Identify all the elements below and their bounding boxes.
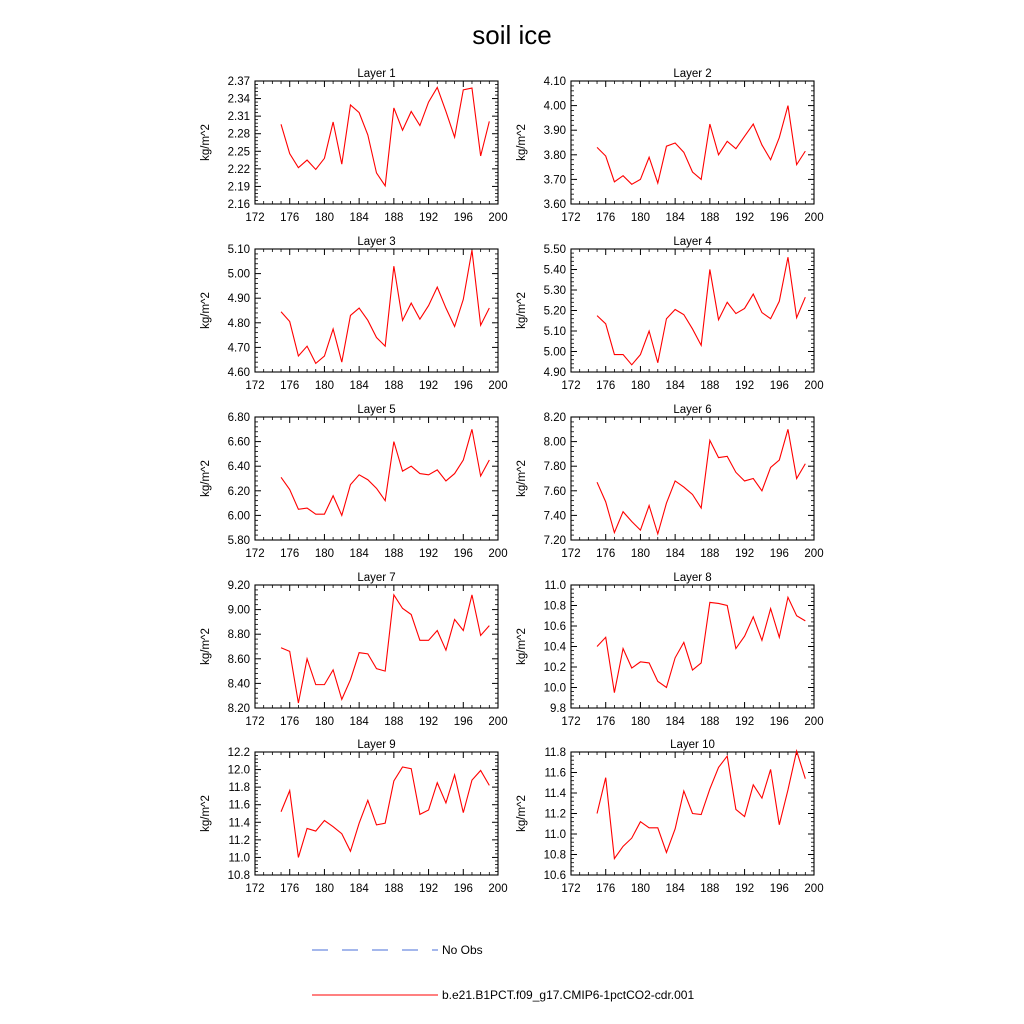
chart-panel-2 [516,68,824,224]
x-tick-label: 176 [596,716,616,728]
y-tick-label: 11.6 [228,799,250,812]
y-axis-label: kg/m^2 [516,628,528,665]
panel-title: Layer 10 [670,739,715,751]
series-line-1 [597,257,805,365]
x-tick-label: 196 [453,548,473,560]
y-tick-label: 4.60 [227,367,250,379]
legend [312,943,694,1002]
plot-frame [255,249,498,372]
x-tick-label: 192 [734,380,755,392]
x-tick-label: 184 [665,716,685,728]
x-tick-label: 188 [700,548,720,560]
legend-label-1: No Obs [442,943,483,957]
x-tick-label: 192 [734,716,755,728]
y-tick-label: 12.0 [227,764,250,777]
figure-title: soil ice [472,20,552,50]
x-tick-label: 180 [314,548,335,560]
y-tick-label: 7.60 [543,485,566,498]
y-tick-label: 2.25 [227,146,250,159]
x-tick-label: 172 [561,548,581,560]
y-tick-label: 6.80 [227,412,250,424]
y-tick-label: 8.80 [227,629,250,642]
x-tick-label: 192 [418,716,439,728]
x-tick-label: 200 [804,212,824,224]
x-tick-label: 184 [665,548,685,560]
x-tick-label: 176 [280,380,300,392]
x-tick-label: 200 [488,380,508,392]
x-tick-label: 196 [769,212,789,224]
panel-title: Layer 2 [673,68,712,80]
y-tick-label: 11.8 [544,747,566,759]
y-tick-label: 4.90 [227,293,250,306]
x-tick-label: 180 [314,716,335,728]
y-tick-label: 7.40 [543,510,566,523]
y-axis-label: kg/m^2 [516,292,528,329]
x-tick-label: 192 [418,212,439,224]
y-tick-label: 11.4 [228,817,250,830]
y-axis-label: kg/m^2 [516,795,528,832]
x-tick-label: 188 [700,212,720,224]
plot-frame [571,417,814,540]
plot-frame [255,585,498,708]
x-tick-label: 200 [804,883,824,895]
y-tick-label: 8.60 [227,653,250,666]
panels-group [200,68,824,895]
chart-panel-1 [200,68,508,224]
y-tick-label: 9.8 [550,703,566,715]
x-tick-label: 180 [630,212,651,224]
x-tick-label: 184 [665,380,685,392]
y-axis-label: kg/m^2 [200,292,212,329]
x-tick-label: 180 [630,716,651,728]
y-tick-label: 5.10 [227,244,250,256]
y-tick-label: 10.0 [543,682,566,695]
x-tick-label: 180 [314,212,335,224]
y-tick-label: 10.4 [543,641,566,654]
x-tick-label: 200 [488,212,508,224]
y-tick-label: 6.60 [227,436,250,449]
x-tick-label: 188 [700,716,720,728]
x-tick-label: 172 [245,380,265,392]
y-tick-label: 11.2 [544,808,566,821]
series-line-1 [281,250,489,363]
x-tick-label: 172 [245,716,265,728]
y-tick-label: 9.00 [227,604,250,617]
x-tick-label: 200 [804,548,824,560]
y-tick-label: 10.8 [543,600,566,613]
y-tick-label: 10.6 [543,621,566,633]
y-tick-label: 3.90 [543,125,566,138]
y-axis-label: kg/m^2 [516,460,528,497]
y-tick-label: 10.8 [227,870,250,882]
y-tick-label: 11.0 [544,580,566,592]
chart-panel-6 [516,404,824,560]
x-tick-label: 180 [630,548,651,560]
series-line-1 [597,429,805,534]
y-axis-label: kg/m^2 [200,628,212,665]
x-tick-label: 172 [561,380,581,392]
x-tick-label: 188 [700,380,720,392]
series-line-1 [597,751,805,859]
y-tick-label: 6.20 [227,485,250,498]
x-tick-label: 196 [453,883,473,895]
y-tick-label: 2.37 [227,76,250,88]
y-tick-label: 4.70 [227,342,250,355]
x-tick-label: 188 [700,883,720,895]
y-tick-label: 3.70 [543,174,566,187]
y-tick-label: 3.80 [543,149,566,162]
y-tick-label: 7.20 [543,535,566,547]
x-tick-label: 196 [769,380,789,392]
y-tick-label: 11.6 [544,767,566,780]
x-tick-label: 192 [418,883,439,895]
x-tick-label: 188 [384,212,404,224]
x-tick-label: 176 [596,380,616,392]
y-tick-label: 2.19 [227,181,250,194]
x-tick-label: 184 [349,380,369,392]
y-tick-label: 5.20 [543,305,566,318]
y-tick-label: 8.00 [543,436,566,449]
chart-panel-4 [516,236,824,392]
y-tick-label: 5.40 [543,264,566,277]
panel-title: Layer 6 [673,404,712,416]
y-tick-label: 8.20 [543,412,566,424]
y-tick-label: 11.2 [228,834,250,847]
y-tick-label: 6.40 [227,461,250,474]
x-tick-label: 176 [596,548,616,560]
x-tick-label: 200 [488,716,508,728]
y-tick-label: 9.20 [227,580,250,592]
y-tick-label: 11.4 [544,788,566,800]
y-tick-label: 7.80 [543,461,566,474]
x-tick-label: 192 [418,548,439,560]
panel-title: Layer 7 [357,572,396,584]
panel-title: Layer 8 [673,572,712,584]
x-tick-label: 184 [665,883,685,895]
x-tick-label: 200 [804,716,824,728]
x-tick-label: 188 [384,548,404,560]
x-tick-label: 184 [349,212,369,224]
y-tick-label: 12.2 [227,747,250,759]
panel-title: Layer 9 [357,739,396,751]
x-tick-label: 184 [349,883,369,895]
x-tick-label: 172 [245,883,265,895]
x-tick-label: 180 [314,883,335,895]
chart-panel-8 [516,572,824,728]
y-tick-label: 2.16 [227,199,250,211]
y-tick-label: 5.00 [227,268,250,281]
chart-panel-9 [200,739,508,895]
series-line-1 [597,106,805,185]
plot-frame [571,249,814,372]
chart-panel-3 [200,236,508,392]
y-tick-label: 10.8 [543,849,566,862]
y-tick-label: 11.0 [228,852,250,865]
y-tick-label: 5.10 [543,326,566,338]
x-tick-label: 196 [453,380,473,392]
x-tick-label: 200 [488,883,508,895]
x-tick-label: 176 [596,883,616,895]
x-tick-label: 188 [384,380,404,392]
x-tick-label: 184 [349,548,369,560]
x-tick-label: 172 [245,212,265,224]
y-tick-label: 4.90 [543,367,566,379]
x-tick-label: 172 [561,212,581,224]
y-axis-label: kg/m^2 [200,795,212,832]
y-tick-label: 2.34 [227,93,250,106]
x-tick-label: 192 [734,212,755,224]
y-tick-label: 11.8 [228,782,250,795]
x-tick-label: 184 [349,716,369,728]
x-tick-label: 180 [314,380,335,392]
chart-panel-10 [516,739,824,895]
y-tick-label: 8.20 [227,703,250,715]
y-axis-label: kg/m^2 [200,124,212,161]
x-tick-label: 184 [665,212,685,224]
y-tick-label: 5.50 [543,244,566,256]
x-tick-label: 176 [280,548,300,560]
y-tick-label: 6.00 [227,510,250,523]
x-tick-label: 196 [769,883,789,895]
x-tick-label: 196 [453,212,473,224]
x-tick-label: 200 [488,548,508,560]
x-tick-label: 176 [280,883,300,895]
x-tick-label: 192 [734,548,755,560]
x-tick-label: 180 [630,380,651,392]
x-tick-label: 196 [769,548,789,560]
panel-title: Layer 4 [673,236,712,248]
series-line-1 [281,595,489,703]
y-tick-label: 4.10 [543,76,566,88]
x-tick-label: 172 [561,716,581,728]
panel-title: Layer 5 [357,404,396,416]
y-tick-label: 3.60 [543,199,566,211]
y-tick-label: 4.80 [227,317,250,330]
y-tick-label: 5.00 [543,346,566,359]
x-tick-label: 176 [596,212,616,224]
legend-label-2: b.e21.B1PCT.f09_g17.CMIP6-1pctCO2-cdr.001 [442,988,695,1002]
y-axis-label: kg/m^2 [200,460,212,497]
series-line-1 [597,597,805,692]
y-axis-label: kg/m^2 [516,124,528,161]
plot-frame [255,417,498,540]
y-tick-label: 10.6 [543,870,566,882]
x-tick-label: 196 [453,716,473,728]
plot-frame [255,752,498,875]
chart-panel-7 [200,572,508,728]
panel-title: Layer 3 [357,236,396,248]
x-tick-label: 188 [384,716,404,728]
y-tick-label: 2.22 [227,163,250,176]
panel-title: Layer 1 [357,68,396,80]
y-tick-label: 10.2 [543,662,566,674]
x-tick-label: 172 [561,883,581,895]
y-tick-label: 5.30 [543,285,566,297]
x-tick-label: 176 [280,716,300,728]
series-line-1 [281,767,489,857]
x-tick-label: 200 [804,380,824,392]
chart-panel-5 [200,404,508,560]
x-tick-label: 176 [280,212,300,224]
y-tick-label: 8.40 [227,678,250,691]
y-tick-label: 5.80 [227,535,250,547]
series-line-1 [281,87,489,185]
y-tick-label: 4.00 [543,100,566,113]
x-tick-label: 192 [734,883,755,895]
series-line-1 [281,429,489,515]
x-tick-label: 192 [418,380,439,392]
y-tick-label: 11.0 [544,829,566,841]
x-tick-label: 188 [384,883,404,895]
x-tick-label: 196 [769,716,789,728]
y-tick-label: 2.31 [227,111,250,124]
x-tick-label: 172 [245,548,265,560]
y-tick-label: 2.28 [227,128,250,141]
x-tick-label: 180 [630,883,651,895]
